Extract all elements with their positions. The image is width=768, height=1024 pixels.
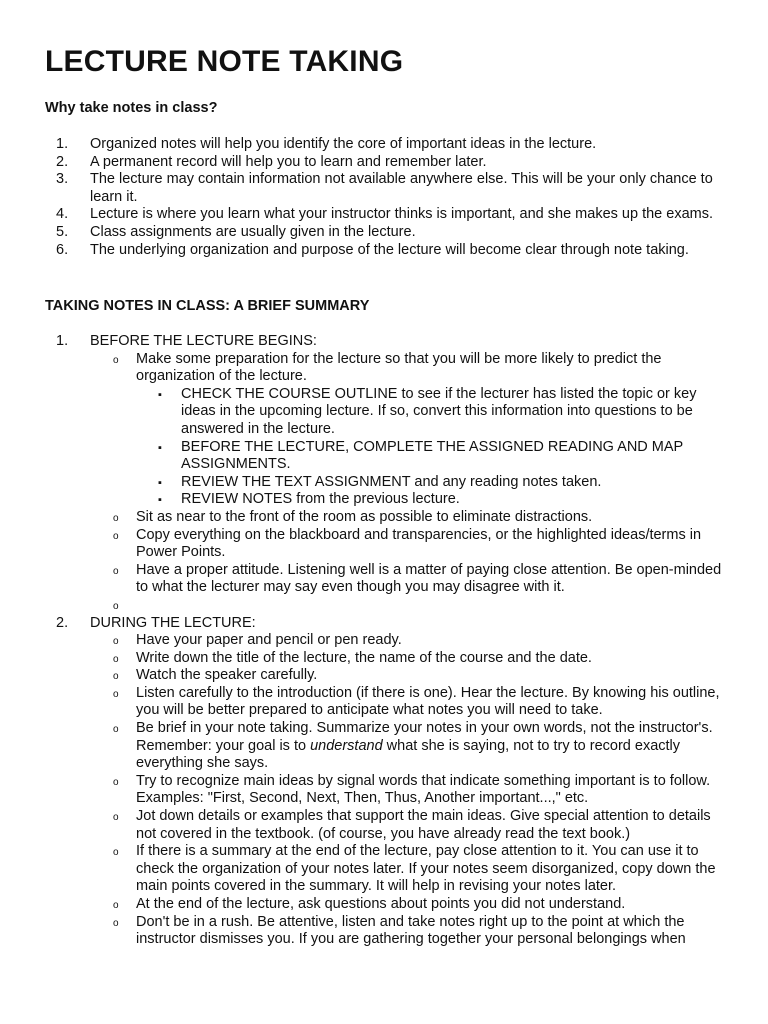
summary-list	[0, 333, 768, 949]
item-text: Make some preparation for the lecture so that you will be more likely to predict the organization of the lecture.	[136, 350, 662, 385]
item-text: what she is saying, not to try to record exactly everything she says.	[136, 737, 681, 772]
item-text: Write down the title of the lecture, the name of the course and the date.	[136, 649, 592, 666]
list-item	[0, 439, 726, 474]
circle-bullet-icon: o	[113, 812, 119, 824]
list-item	[0, 720, 726, 773]
circle-bullet-icon: o	[113, 354, 119, 366]
list-item	[0, 632, 726, 650]
section-number: 2.	[56, 614, 69, 631]
list-item	[0, 242, 725, 260]
item-text: REVIEW THE TEXT ASSIGNMENT and any reading notes taken.	[181, 473, 602, 490]
item-text: Sit as near to the front of the room as possible to eliminate distractions.	[136, 508, 593, 525]
list-item	[0, 474, 726, 492]
section-label: BEFORE THE LECTURE BEGINS:	[90, 333, 317, 349]
item-text: Try to recognize main ideas by signal words that indicate something important is to follow. Examples: "First, Second, Next, Then, Thus, Another important...," etc.	[136, 772, 711, 807]
list-item	[0, 808, 726, 843]
list-item	[0, 351, 726, 386]
list-item	[0, 154, 725, 172]
item-text: Lecture is where you learn what your instructor thinks is important, and she makes up the exams.	[90, 206, 713, 223]
list-item	[0, 896, 726, 914]
list-item	[0, 667, 726, 685]
circle-bullet-icon: o	[113, 671, 119, 683]
item-text: Class assignments are usually given in the lecture.	[90, 223, 416, 240]
summary-heading: TAKING NOTES IN CLASS: A BRIEF SUMMARY	[45, 298, 370, 314]
item-text: REVIEW NOTES from the previous lecture.	[181, 491, 460, 508]
circle-bullet-icon: o	[113, 724, 119, 736]
circle-bullet-icon: o	[113, 653, 119, 665]
item-number: 5.	[56, 223, 69, 240]
item-number: 4.	[56, 206, 69, 223]
square-bullet-icon: ▪	[158, 476, 162, 489]
circle-bullet-icon: o	[113, 776, 119, 788]
page-title: LECTURE NOTE TAKING	[45, 45, 404, 78]
why-list	[0, 136, 768, 259]
item-text: The lecture may contain information not available anywhere else. This will be your only chance to learn it.	[90, 171, 713, 205]
item-text: A permanent record will help you to learn and remember later.	[90, 153, 487, 170]
list-item	[0, 650, 726, 668]
item-number: 3.	[56, 171, 69, 188]
section-before-lecture	[0, 333, 725, 351]
item-text: BEFORE THE LECTURE, COMPLETE THE ASSIGNED READING AND MAP ASSIGNMENTS.	[181, 438, 683, 473]
item-number: 1.	[56, 136, 69, 152]
circle-bullet-icon: o	[113, 512, 119, 524]
list-item	[0, 773, 726, 808]
item-text: Be brief in your note taking. Summarize your notes in your own words, not the instructor's. Remember: your goal is to	[136, 720, 713, 754]
list-item	[0, 224, 725, 242]
circle-bullet-icon: o	[113, 900, 119, 911]
item-text: Listen carefully to the introduction (if there is one). Hear the lecture. By knowing his outline, you will be better prepared to anticipate what notes you will need to take.	[136, 684, 720, 719]
square-bullet-icon: ▪	[158, 388, 162, 401]
list-item	[0, 685, 726, 720]
circle-bullet-icon: o	[113, 847, 119, 859]
circle-bullet-icon: o	[113, 917, 119, 929]
list-item	[0, 206, 725, 224]
section-label: DURING THE LECTURE:	[90, 614, 256, 631]
item-text: Don't be in a rush. Be attentive, listen and take notes right up to the point at which the instructor dismisses you. If you are gathering together your personal belongings when	[136, 913, 686, 948]
item-text: Have your paper and pencil or pen ready.	[136, 632, 402, 649]
section-number: 1.	[56, 333, 69, 349]
list-item-empty	[0, 597, 726, 615]
item-text: Jot down details or examples that support the main ideas. Give special attention to details not covered in the textbook. (of course, you have already read the text book.)	[136, 808, 711, 842]
list-item	[0, 136, 725, 154]
list-item	[0, 491, 726, 509]
item-number: 6.	[56, 241, 69, 258]
item-text: CHECK THE COURSE OUTLINE to see if the lecturer has listed the topic or key ideas in the upcoming lecture. If so, convert this information into questions to be answered in the lecture.	[181, 385, 697, 437]
square-bullet-icon: ▪	[158, 494, 162, 507]
circle-bullet-icon: o	[113, 530, 119, 542]
section-during-lecture	[0, 615, 725, 633]
circle-bullet-icon: o	[113, 600, 119, 612]
item-number: 2.	[56, 153, 69, 170]
item-text: Organized notes will help you identify the core of important ideas in the lecture.	[90, 136, 597, 152]
item-text: The underlying organization and purpose of the lecture will become clear through note taking.	[90, 241, 689, 258]
list-item	[0, 562, 726, 597]
circle-bullet-icon: o	[113, 565, 119, 577]
list-item	[0, 914, 726, 949]
item-text: If there is a summary at the end of the lecture, pay close attention to it. You can use it to check the organization of your notes later. If your notes seem disorganized, copy down the main points covered in the summary. It will help in revising your notes later.	[136, 843, 716, 895]
why-heading: Why take notes in class?	[45, 100, 218, 116]
circle-bullet-icon: o	[113, 636, 119, 648]
item-text: Watch the speaker carefully.	[136, 667, 318, 684]
list-item	[0, 171, 725, 206]
list-item	[0, 843, 726, 896]
circle-bullet-icon: o	[113, 688, 119, 700]
item-text: At the end of the lecture, ask questions about points you did not understand.	[136, 896, 626, 912]
item-text: Have a proper attitude. Listening well is a matter of paying close attention. Be open-minded to what the lecturer may say even though you may disagree with it.	[136, 561, 722, 596]
list-item	[0, 527, 726, 562]
emphasis-text: understand	[310, 737, 383, 754]
list-item	[0, 509, 726, 527]
square-bullet-icon: ▪	[158, 441, 162, 454]
list-item	[0, 386, 726, 439]
item-text: Copy everything on the blackboard and transparencies, or the highlighted ideas/terms in Power Points.	[136, 526, 702, 561]
